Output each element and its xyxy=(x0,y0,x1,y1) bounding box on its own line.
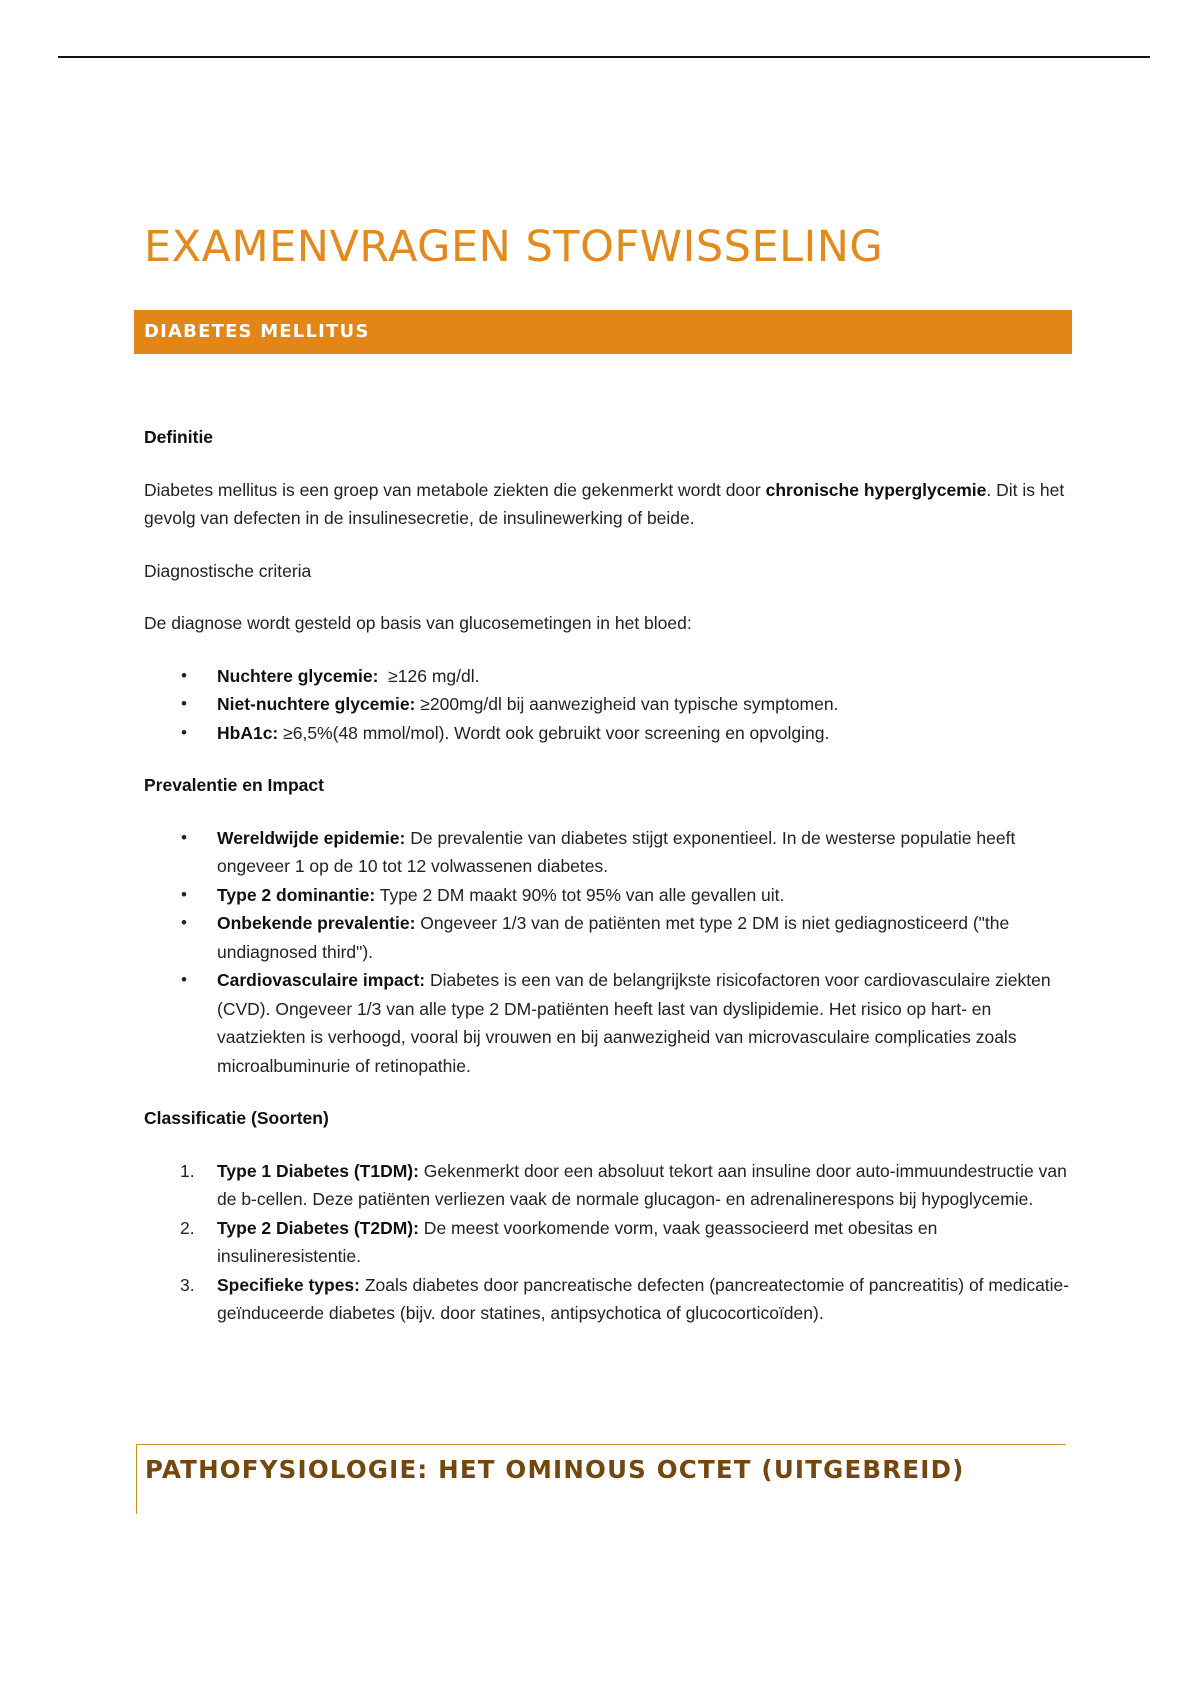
bullet-icon: • xyxy=(181,970,187,989)
item-label: Wereldwijde epidemie: xyxy=(217,827,406,848)
item-label: HbA1c: xyxy=(217,722,279,743)
diagnostics-intro: De diagnose wordt gesteld op basis van glucosemetingen in het bloed: xyxy=(144,613,692,633)
item-text: De prevalentie van diabetes stijgt exponentieel. In de westerse populatie heeft ongeveer 1 op de 10 tot 12 volwassenen diabetes. xyxy=(217,827,1016,876)
definition-paragraph xyxy=(144,476,1074,533)
prevalence-heading: Prevalentie en Impact xyxy=(144,775,324,795)
bullet-icon: • xyxy=(181,913,187,932)
definition-emphasis: chronische hyperglycemie xyxy=(765,479,987,500)
document-body xyxy=(144,423,1074,1328)
classification-heading: Classificatie (Soorten) xyxy=(144,1108,329,1128)
list-item xyxy=(144,1271,1074,1328)
item-text: Gekenmerkt door een absoluut tekort aan insuline door auto-immuundestructie van de b-cellen. Deze patiënten verliezen vaak de normale glucagon- en adrenalinerespons bij hypoglycemie. xyxy=(217,1160,1067,1209)
list-item xyxy=(144,719,1074,748)
item-text: ≥126 mg/dl. xyxy=(378,665,480,686)
item-label: Nuchtere glycemie: xyxy=(217,665,379,686)
item-label: Onbekende prevalentie: xyxy=(217,913,416,933)
bullet-icon: • xyxy=(181,884,187,904)
diagnostics-heading: Diagnostische criteria xyxy=(144,560,312,581)
list-item xyxy=(144,1214,1074,1271)
section-banner xyxy=(134,310,1072,354)
list-item xyxy=(144,881,1074,910)
item-text: Diabetes is een van de belangrijkste risicofactoren voor cardiovasculaire ziekten (CVD). Ongeveer 1/3 van alle type 2 DM-patiënten heeft last van dyslipidemie. Het risico op hart- en vaatziekten is verhoogd, vooral bij vrouwen en bij aanwezigheid van microvasculaire complicaties zoals microalbuminurie of retinopathie. xyxy=(217,970,1051,1076)
section-banner-label: DIABETES MELLITUS xyxy=(144,321,370,342)
item-number: 1. xyxy=(180,1160,195,1181)
item-text: ≥6,5%(48 mmol/mol). Wordt ook gebruikt voor screening en opvolging. xyxy=(278,722,830,743)
item-text: Type 2 DM maakt 90% tot 95% van alle gevallen uit. xyxy=(375,884,785,905)
next-section-heading xyxy=(136,1444,1066,1514)
item-label: Niet-nuchtere glycemie: xyxy=(217,694,416,714)
list-item xyxy=(144,966,1074,1080)
definition-text: Diabetes mellitus is een groep van metabole ziekten die gekenmerkt wordt door xyxy=(144,479,766,500)
list-item xyxy=(144,690,1074,719)
item-text: De meest voorkomende vorm, vaak geassocieerd met obesitas en insulineresistentie. xyxy=(217,1217,938,1266)
bullet-icon: • xyxy=(181,827,187,847)
list-item xyxy=(144,1157,1074,1214)
item-label: Type 2 Diabetes (T2DM): xyxy=(217,1217,419,1238)
item-label: Type 1 Diabetes (T1DM): xyxy=(217,1160,419,1181)
list-item xyxy=(144,909,1074,966)
bullet-icon: • xyxy=(181,694,187,713)
bullet-icon: • xyxy=(181,665,187,685)
item-text: Ongeveer 1/3 van de patiënten met type 2 DM is niet gediagnosticeerd ("the undiagnosed third"). xyxy=(217,913,1010,962)
diagnostics-list xyxy=(144,662,1074,748)
bullet-icon: • xyxy=(181,722,187,742)
definition-text-end: . Dit is het gevolg van defecten in de insulinesecretie, de insulinewerking of beide. xyxy=(144,479,1065,528)
list-item xyxy=(144,824,1074,881)
item-label: Type 2 dominantie: xyxy=(217,884,376,905)
prevalence-list xyxy=(144,824,1074,1081)
classification-list xyxy=(144,1157,1074,1328)
next-section-label: PATHOFYSIOLOGIE: HET OMINOUS OCTET (UITGEBREID) xyxy=(145,1455,965,1484)
item-text: ≥200mg/dl bij aanwezigheid van typische symptomen. xyxy=(415,694,839,714)
list-item xyxy=(144,662,1074,691)
header-rule xyxy=(58,56,1150,58)
item-number: 3. xyxy=(180,1274,195,1295)
item-label: Specifieke types: xyxy=(217,1274,360,1295)
item-label: Cardiovasculaire impact: xyxy=(217,970,426,990)
document-title: EXAMENVRAGEN STOFWISSELING xyxy=(144,222,884,272)
definition-heading: Definitie xyxy=(144,427,214,447)
item-number: 2. xyxy=(180,1217,195,1238)
item-text: Zoals diabetes door pancreatische defecten (pancreatectomie of pancreatitis) of medicatie-geïnduceerde diabetes (bijv. door statines, antipsychotica of glucocorticoïden). xyxy=(217,1274,1070,1323)
